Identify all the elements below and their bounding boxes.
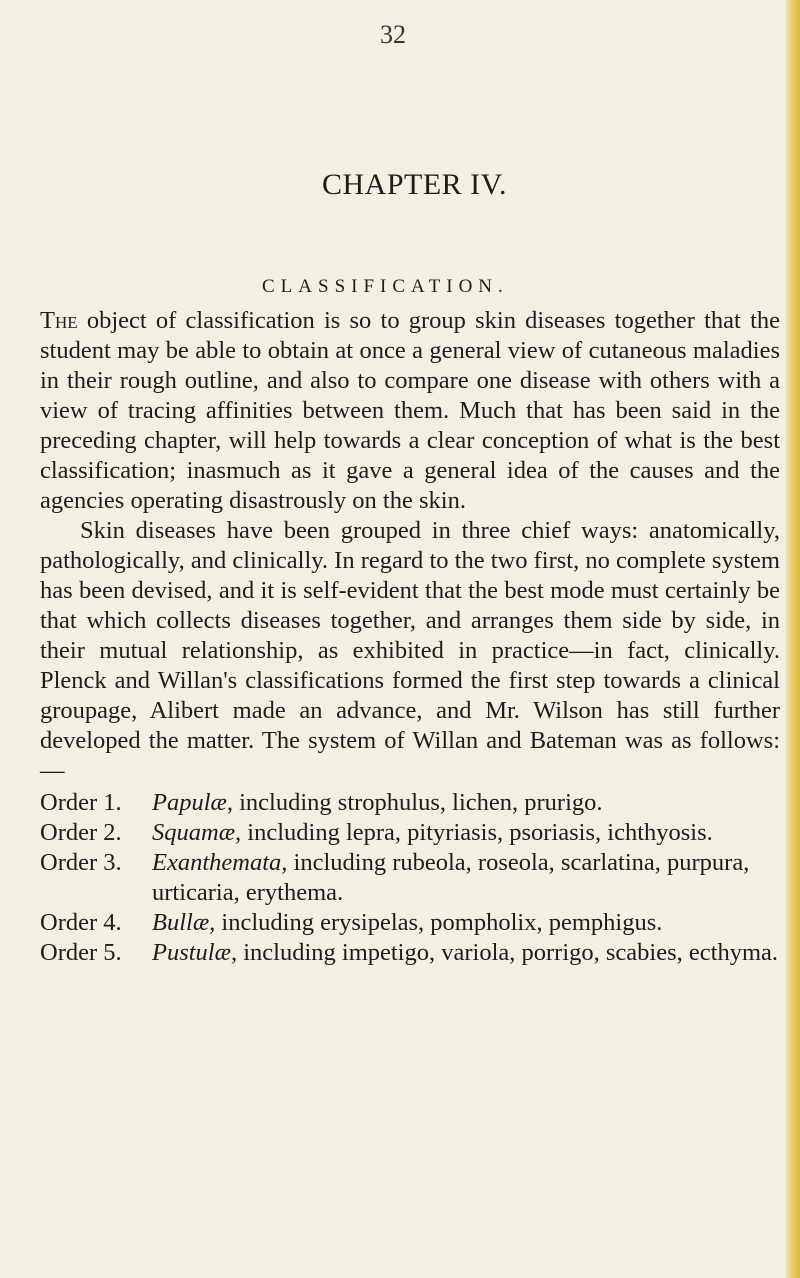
paragraph-1-text: object of classification is so to group skin diseases together that the student may be able to obtain at once a general view of cutaneous maladies in their rough outline, and also to compare one disease with others with a view of tracing affinities between them. Much that has been said in the preceding chapter, will help towards a clear conception of what is the best classification; inasmuch as it gave a general idea of the causes and the agencies operating disastrously on the skin. [40, 307, 780, 514]
body-text [40, 306, 780, 968]
section-title: CLASSIFICATION. [262, 276, 509, 297]
order-name: Exanthemata, [152, 849, 288, 876]
chapter-title: CHAPTER IV. [322, 168, 507, 201]
order-item [40, 938, 780, 968]
order-item [40, 788, 780, 818]
order-name: Pustulæ, [152, 939, 238, 966]
order-text: including lepra, pityriasis, psoriasis, ichthyosis. [247, 819, 713, 846]
order-name: Squamæ, [152, 819, 242, 846]
order-name: Papulæ, [152, 789, 233, 816]
order-item [40, 848, 780, 908]
order-label: Order 1. [40, 789, 122, 816]
order-label: Order 4. [40, 909, 122, 936]
order-text: including impetigo, variola, porrigo, scabies, ecthyma. [243, 939, 778, 966]
order-label: Order 2. [40, 819, 122, 846]
paragraph-1 [40, 306, 780, 516]
page-edge [786, 0, 800, 1278]
order-label: Order 3. [40, 849, 122, 876]
order-text: including rubeola, roseola, scarlatina, purpura, urticaria, erythema. [152, 849, 750, 906]
order-text: including erysipelas, pompholix, pemphigus. [221, 909, 663, 936]
page-number: 32 [380, 20, 406, 49]
lead-word: The [40, 307, 78, 334]
paragraph-2: Skin diseases have been grouped in three chief ways: anatomically, pathologically, and clinically. In regard to the two first, no complete system has been devised, and it is self-evident that the best mode must certainly be that which collects diseases together, and arranges them side by side, in their mutual relationship, as exhibited in practice—in fact, clinically. Plenck and Willan's classifications formed the first step towards a clinical groupage, Alibert made an advance, and Mr. Wilson has still further developed the matter. The system of Willan and Bateman was as follows:— [40, 517, 780, 784]
order-item [40, 818, 780, 848]
order-list [40, 788, 780, 968]
order-name: Bullæ, [152, 909, 216, 936]
order-label: Order 5. [40, 939, 122, 966]
order-text: including strophulus, lichen, prurigo. [239, 789, 603, 816]
order-item [40, 908, 780, 938]
